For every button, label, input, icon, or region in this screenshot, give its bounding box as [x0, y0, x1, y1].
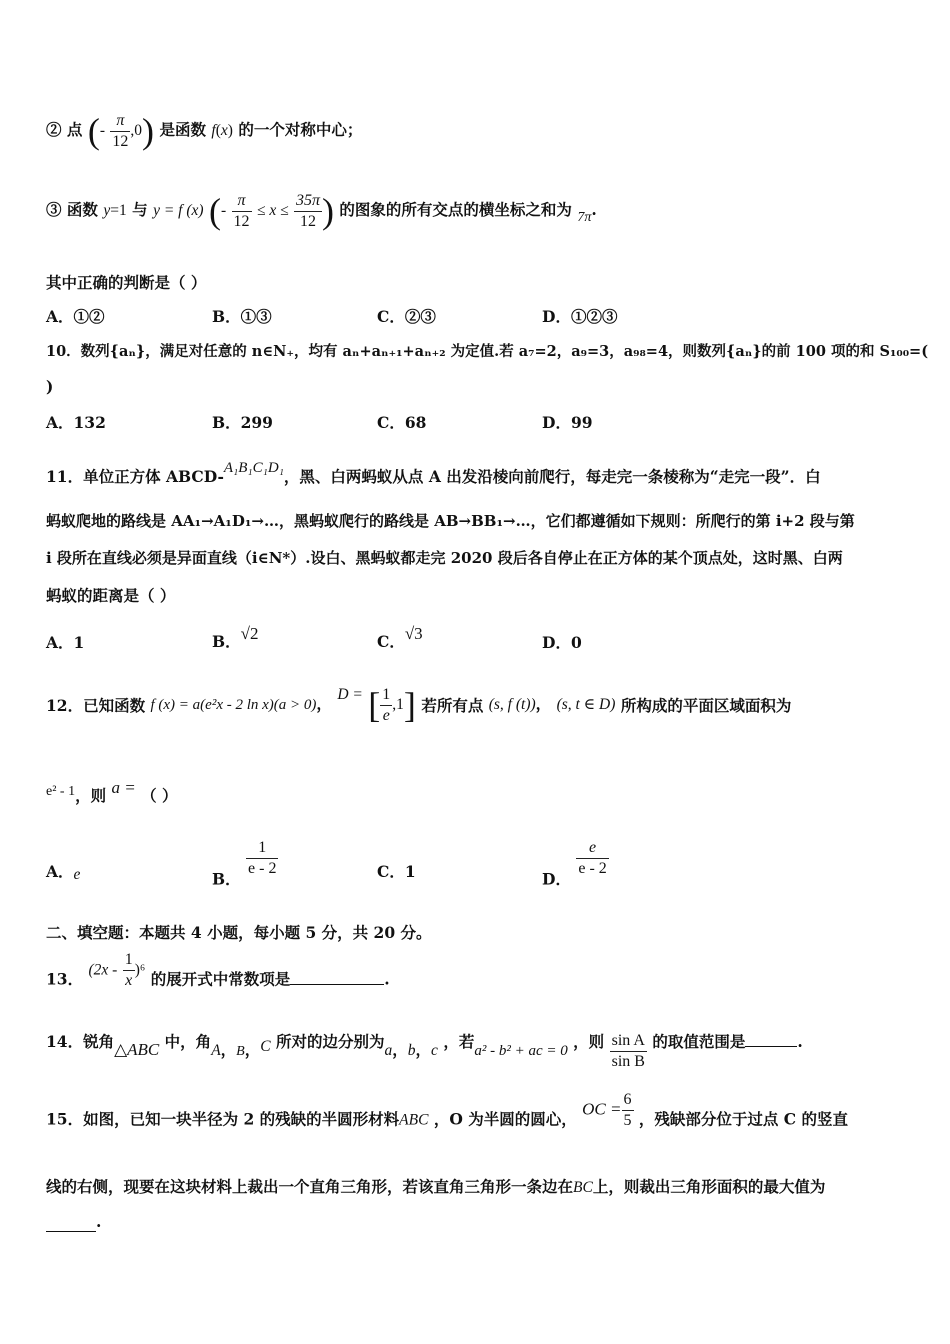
statement-3: ③ 函数 y=1 与 y = f (x) (- $\frac{\pi}{12}$ ≤ x ≤ $\frac{35\pi}{12}$ ) 的图象的所有交点的横坐标之和为 7π. — [46, 191, 597, 231]
q11-line3: i 段所在直线必须是异面直线（i∈N*）.设白、黑蚂蚁都走完 2020 段后各自停止在正方体的某个顶点处，这时黑、白两 — [46, 549, 843, 567]
marker: ② — [46, 120, 62, 139]
q11-option-b[interactable]: B．√2 — [212, 624, 259, 651]
fraction: $\frac{\pi}{12}$ — [112, 111, 129, 150]
q11-option-d[interactable]: D．0 — [542, 633, 582, 652]
q15: 15．如图，已知一块半径为 2 的残缺的半圆形材料ABC ，O 为半圆的圆心， OC = $\frac{6}{5}$ ，残缺部分位于过点 C 的竖直 — [46, 1091, 849, 1129]
answer-blank[interactable] — [290, 984, 384, 985]
q11-line4: 蚂蚁的距离是（ ） — [46, 586, 176, 605]
q10-option-b[interactable]: B．299 — [212, 413, 273, 432]
q10-option-a[interactable]: A．132 — [46, 413, 106, 432]
q10-stem: 10．数列{aₙ}，满足对任意的 n∈N₊，均有 aₙ+aₙ₊₁+aₙ₊₂ 为定值.若 a₇=2，a₉=3，a₉₈=4，则数列{aₙ}的前 100 项的和 S₁₀₀=( — [46, 343, 929, 360]
q12-option-c[interactable]: C．1 — [377, 862, 416, 881]
q13: 13． (2x - $\frac{1}{x}$ )⁶ 的展开式中常数项是 . — [46, 951, 390, 989]
q11-line2: 蚂蚁爬地的路线是 AA₁→A₁D₁→…，黑蚂蚁爬行的路线是 AB→BB₁→…，它们都遵循如下规则：所爬行的第 i+2 段与第 — [46, 512, 855, 530]
answer-blank[interactable] — [46, 1212, 96, 1232]
q15-line3: . — [46, 1212, 101, 1232]
q9-option-d[interactable]: D．①②③ — [542, 307, 618, 326]
answer-blank[interactable] — [745, 1046, 797, 1047]
q10-option-d[interactable]: D．99 — [542, 413, 593, 432]
q11-option-c[interactable]: C．√3 — [377, 624, 423, 651]
q10-stem-end: ) — [46, 377, 54, 396]
q15-line2: 线的右侧，现要在这块材料上裁出一个直角三角形，若该直角三角形一条边在BC上，则裁出三角形面积的最大值为 — [46, 1177, 826, 1196]
section-heading: 二、填空题：本题共 4 小题，每小题 5 分，共 20 分。 — [46, 923, 432, 942]
q12-stem: 12．已知函数 f (x) = a(e²x - 2 ln x)(a > 0)， D = [ $\frac{1}{e}$ ,1] 若所有点 (s, f (t))， (s, t ∈ D) 所构成的平面区域面积为 — [46, 685, 792, 725]
q9-option-a[interactable]: A．①② — [46, 307, 105, 326]
q9-option-b[interactable]: B．①③ — [212, 307, 272, 326]
statement-2: ② 点 (- $\frac{\pi}{12}$ ,0) 是函数 f(x) 的一个对称中心； — [46, 111, 363, 151]
q12-line2: e² - 1，则 a = （ ） — [46, 778, 178, 805]
q9-option-c[interactable]: C．②③ — [377, 307, 436, 326]
marker: ③ — [46, 200, 62, 219]
q9-stem: 其中正确的判断是（ ） — [46, 273, 207, 292]
q11-option-a[interactable]: A．1 — [46, 633, 85, 652]
q14: 14．锐角△ABC 中，角A，B，C 所对的边分别为a，b，c ，若a² - b² + ac = 0 ，则 $\frac{\text{sin A}}{\text{sin B}}$ 的取值范围是 . — [46, 1031, 803, 1070]
q11-stem: 11．单位正方体 ABCD-A₁B₁C₁D₁，黑、白两蚂蚁从点 A 出发沿棱向前爬行，每走完一条棱称为“走完一段”．白 — [46, 460, 821, 486]
q12-option-b[interactable]: B． $\frac{1}{e - 2}$ — [212, 839, 277, 889]
q12-option-a[interactable]: A．e — [46, 862, 81, 883]
q10-option-c[interactable]: C．68 — [377, 413, 427, 432]
q12-option-d[interactable]: D． $\frac{e}{e - 2}$ — [542, 839, 607, 889]
